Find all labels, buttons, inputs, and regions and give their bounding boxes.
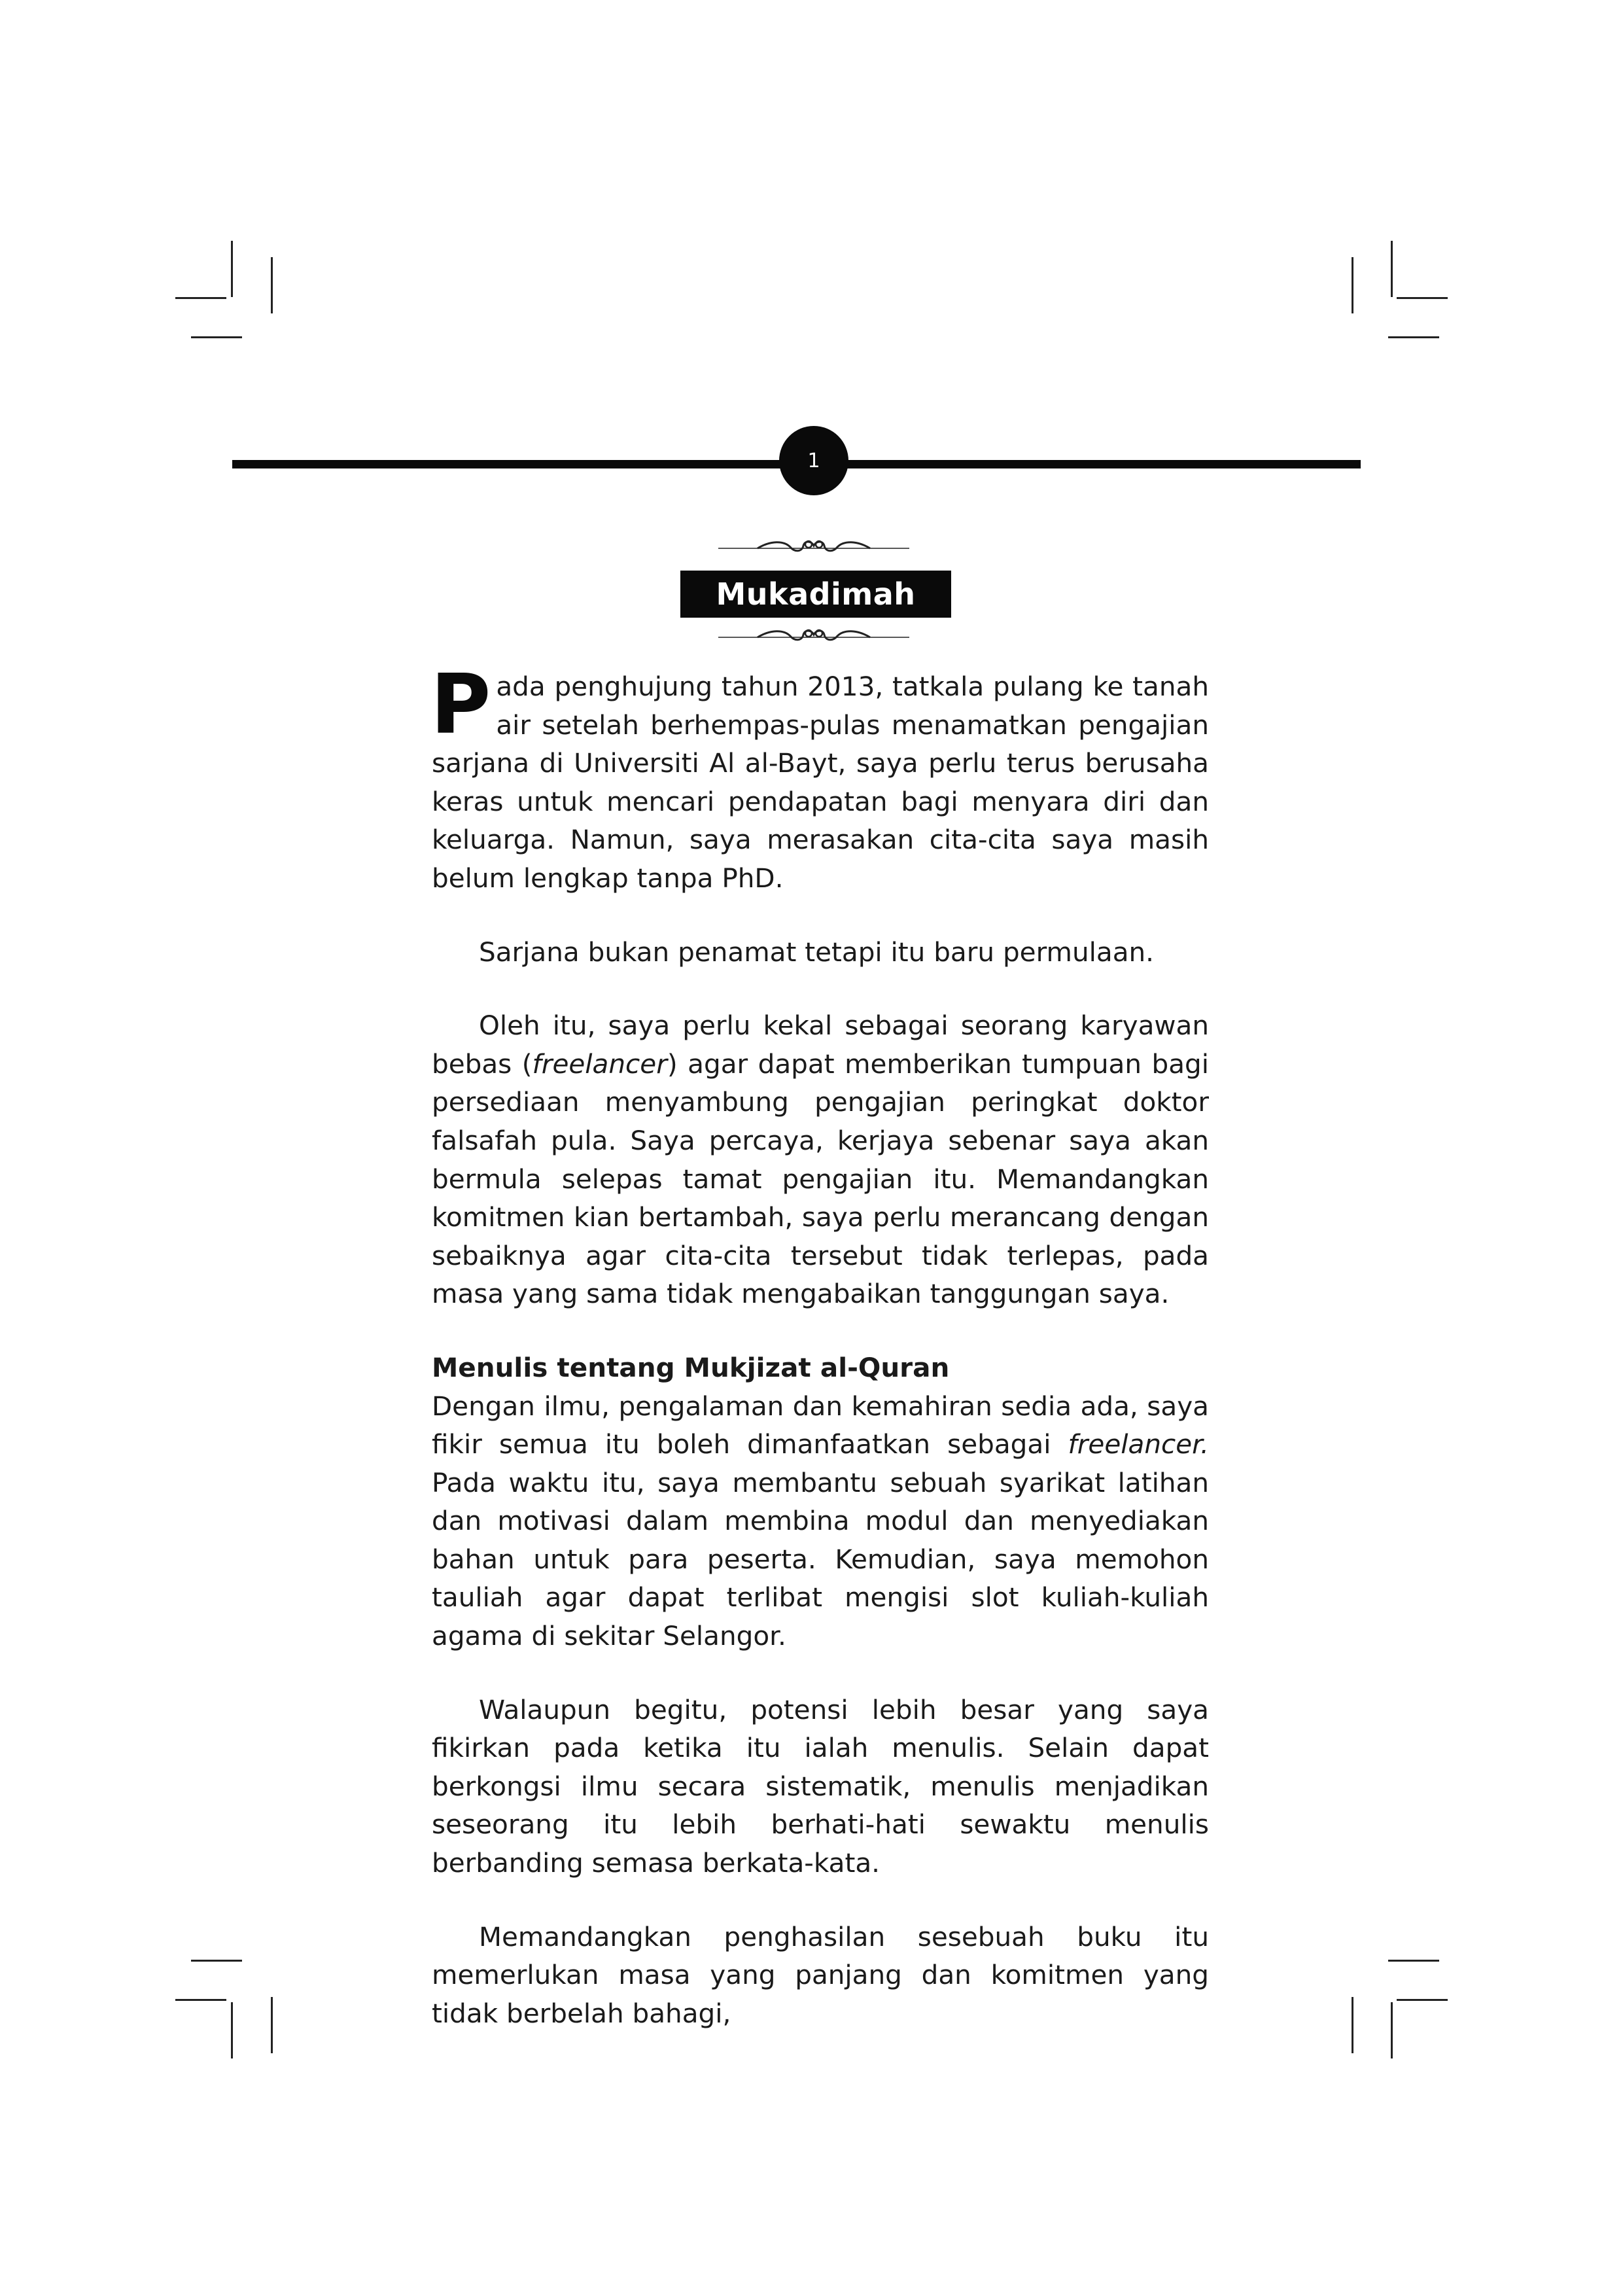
- paragraph: [432, 1387, 1209, 1655]
- body-text: [430, 656, 1209, 2032]
- crop-mark: [1391, 2002, 1393, 2058]
- paragraph-text: Dengan ilmu, pengalaman dan kemahiran sedia ada, saya fikir semua itu boleh dimanfaatkan sebagai: [432, 1390, 1209, 1460]
- paragraph: Memandangkan penghasilan sesebuah buku itu memerlukan masa yang panjang dan komitmen yang tidak berbelah bahagi,: [432, 1920, 1209, 2029]
- crop-mark: [1352, 1997, 1353, 2053]
- page-number: 1: [807, 449, 820, 472]
- paragraph-text: Pada waktu itu, saya membantu sebuah syarikat latihan dan motivasi dalam membina modul dan menyediakan bahan untuk para peserta. Kemudian, saya memohon tauliah agar dapat terlibat mengisi slot kuliah-kuliah agama di sekitar Selangor.: [432, 1466, 1209, 1652]
- paragraph: [430, 656, 1209, 898]
- paragraph: [432, 1006, 1209, 1313]
- paragraph-text: Oleh itu, saya perlu kekal sebagai seorang karyawan bebas (: [432, 1010, 1209, 1080]
- flourish-ornament-icon: [718, 537, 909, 560]
- crop-mark: [1397, 297, 1448, 299]
- page-number-badge: [779, 426, 848, 495]
- crop-mark: [191, 336, 242, 338]
- paragraph-text: ada penghujung tahun 2013, tatkala pulang ke tanah air setelah berhempas-pulas menamatkan pengajian sarjana di Universiti Al al-Bayt, saya perlu terus berusaha keras untuk mencari pendapatan bagi menyara diri dan keluarga. Namun, saya merasakan cita-cita saya masih belum lengkap tanpa PhD.: [432, 671, 1209, 894]
- italic-term: freelancer: [532, 1048, 667, 1080]
- crop-mark: [231, 2002, 233, 2058]
- paragraph-text: ) agar dapat memberikan tumpuan bagi persediaan menyambung pengajian peringkat doktor falsafah pula. Saya percaya, kerjaya sebenar saya akan bermula selepas tamat pengajian itu. Memandangkan komitmen kian bertambah, saya perlu merancang dengan sebaiknya agar cita-cita tersebut tidak terlepas, pada masa yang sama tidak mengabaikan tanggungan saya.: [432, 1048, 1209, 1310]
- crop-mark: [1391, 241, 1393, 297]
- crop-mark: [1388, 336, 1439, 338]
- drop-cap: P: [430, 656, 491, 752]
- crop-mark: [1388, 1960, 1439, 1962]
- crop-mark: [271, 257, 273, 313]
- chapter-title-box: [680, 571, 951, 618]
- italic-term: freelancer.: [1068, 1428, 1209, 1460]
- crop-mark: [1352, 257, 1353, 313]
- crop-mark: [175, 297, 226, 299]
- chapter-title: Mukadimah: [716, 576, 916, 612]
- paragraph: Sarjana bukan penamat tetapi itu baru permulaan.: [479, 936, 1155, 968]
- crop-mark: [231, 241, 233, 297]
- crop-mark: [175, 1999, 226, 2001]
- crop-mark: [271, 1997, 273, 2053]
- paragraph: Walaupun begitu, potensi lebih besar yang saya fikirkan pada ketika itu ialah menulis. Selain dapat berkongsi ilmu secara sistematik, menulis menjadikan seseorang itu lebih berhati-hati sewaktu menulis berbanding semasa berkata-kata.: [432, 1693, 1209, 1879]
- crop-mark: [191, 1960, 242, 1962]
- flourish-ornament-icon: [718, 626, 909, 649]
- section-subheading: Menulis tentang Mukjizat al-Quran: [432, 1351, 950, 1383]
- crop-mark: [1397, 1999, 1448, 2001]
